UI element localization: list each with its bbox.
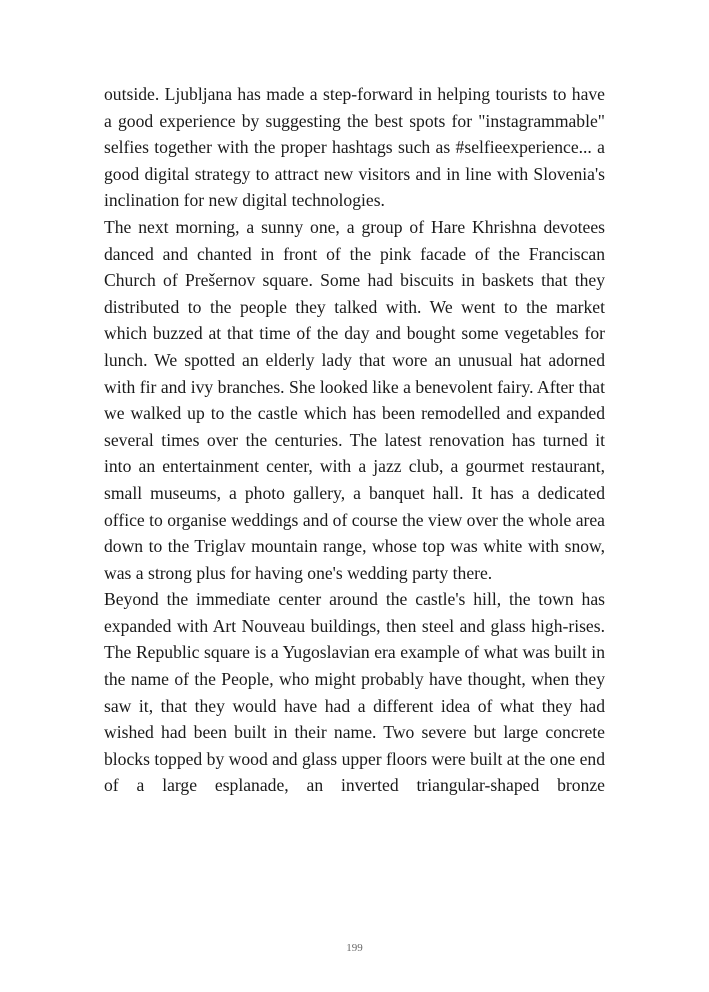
paragraph-1: outside. Ljubljana has made a step-forward in helping tourists to have a good experience by suggesting the best spots for "instagrammable" selfies together with the proper hashtags such as #selfieexperience... a good digital strategy to attract new visitors and in line with Slovenia's inclination for new digital technologies. xyxy=(104,84,605,211)
page-number: 199 xyxy=(346,942,363,954)
paragraph-3: Beyond the immediate center around the castle's hill, the town has expanded with Art Nouveau buildings, then steel and glass high-rises. The Republic square is a Yugoslavian era example of what was built in the name of the People, who might probably have thought, when they saw it, that they would have had a different idea of what they had wished had been built in their name. Two severe but large concrete blocks topped by wood and glass upper floors were built at the one end of a large esplanade, an inverted triangular-shaped bronze xyxy=(104,589,605,796)
paragraph-2: The next morning, a sunny one, a group of Hare Khrishna devotees danced and chanted in front of the pink facade of the Franciscan Church of Prešernov square. Some had biscuits in baskets that they distributed to the people they talked with. We went to the market which buzzed at that time of the day and bought some vegetables for lunch. We spotted an elderly lady that wore an unusual hat adorned with fir and ivy branches. She looked like a benevolent fairy. After that we walked up to the castle which has been remodelled and expanded several times over the centuries. The latest renovation has turned it into an entertainment center, with a jazz club, a gourmet restaurant, small museums, a photo gallery, a banquet hall. It has a dedicated office to organise weddings and of course the view over the whole area down to the Triglav mountain range, whose top was white with snow, was a strong plus for having one's wedding party there. xyxy=(104,216,605,583)
body-text xyxy=(104,81,605,799)
